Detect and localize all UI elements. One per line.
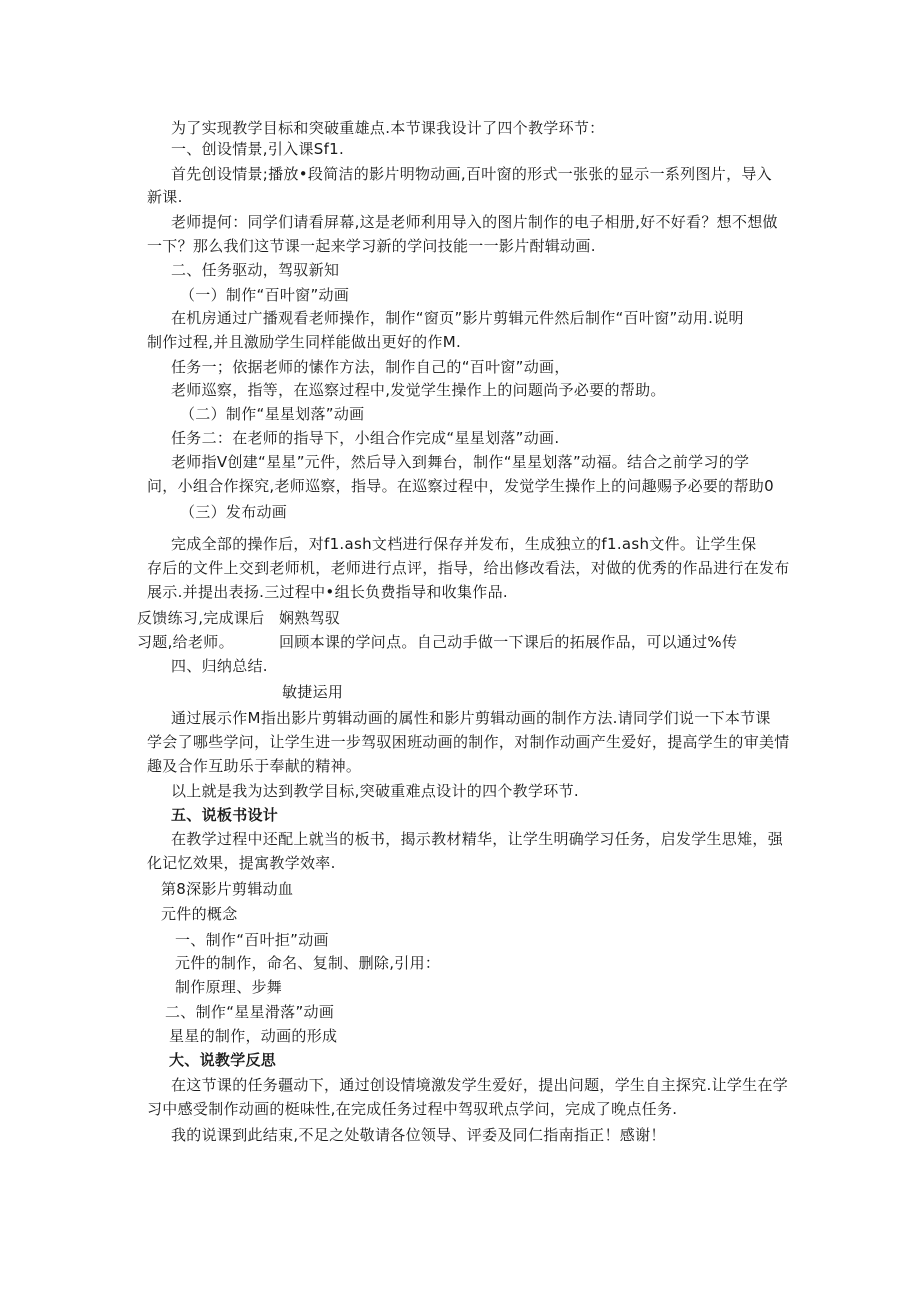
paragraph-line: 任务二：在老师的指导下，小组合作完成“星星划落”动画. [171,429,560,447]
section-1-heading: 一、创设情景,引入课Sf1. [171,140,345,158]
closing-line: 我的说课到此结束,不足之处敬请各位领导、评委及同仁指南指正！感谢！ [171,1126,666,1144]
paragraph-line: 回顾本课的学问点。自己动手做一下课后的拓展作品，可以通过%传 [279,633,738,651]
paragraph-line: 任务一；依据老师的愫作方法，制作自己的“百叶窗”动画， [171,358,570,376]
board-line: 元件的制作，命名、复制、删除,引用： [175,954,441,972]
paragraph-line: 通过展示作M指出影片剪辑动画的属性和影片剪辑动画的制作方法.请同学们说一下本节课 [171,709,771,727]
paragraph-line: 问，小组合作探究,老师巡察，指导。在巡察过程中，发觉学生操作上的问趣赐予必要的帮助0 [147,477,774,495]
board-line: 星星的制作，动画的形成 [169,1027,338,1045]
paragraph-line: 学会了哪些学问，让学生进一步驾驭困班动画的制作，对制作动画产生爱好，提高学生的审美情 [147,733,790,751]
paragraph-line: 老师巡察，指等，在巡察过程中,发觉学生操作上的问题尚予必要的帮助。 [171,381,666,399]
paragraph-line: 习中感受制作动画的梃味性,在完成任务过程中驾驭玳点学问，完成了晚点任务. [147,1100,678,1118]
paragraph-fragment: 敏捷运用 [282,683,344,701]
paragraph-line: 以上就是我为达到教学目标,突破重难点设计的四个教学环节. [171,782,579,800]
paragraph-line: 在这节课的任务疆动下，通过创设情境激发学生爱好，提出问题，学生自主探究.让学生在学 [171,1076,789,1094]
paragraph-line: 趣及合作互助乐于奉献的精神。 [147,757,362,775]
paragraph-line: 习题,给老师。 [137,633,234,651]
section-2-heading: 二、任务驱动，驾驭新知 [171,261,340,279]
paragraph-line: 一下？那么我们这节课一起来学习新的学问技能一一影片酎辑动画. [147,237,596,255]
paragraph-line: 制作过程,并且激励学生同样能做出更好的作M. [147,333,462,351]
paragraph-line: 完成全部的操作后，对f1.ash文档进行保存并发布，生成独立的f1.ash文件。让学生保 [171,535,757,553]
paragraph-line: 反馈练习,完成课后 [137,609,265,627]
section-4-heading: 四、归纳总结. [171,657,268,675]
paragraph-line: 新课. [147,188,183,206]
section-6-heading: 大、说教学反思 [169,1051,277,1069]
paragraph-line: 老师指V创建“星星”元件，然后导入到舞台，制作“星星划落”动福。结合之前学习的学 [171,453,750,471]
paragraph-line: 首先创设情景;播放•段简洁的影片明物动画,百叶窗的形式一张张的显示一系列图片，导入 [171,165,772,183]
board-line: 制作原理、步舞 [175,978,283,996]
section-5-heading: 五、说板书设计 [171,806,279,824]
subsection-heading: （二）制作“星星划落”动画 [180,405,365,423]
subsection-heading: （一）制作“百叶窗”动画 [180,286,350,304]
subsection-heading: （三）发布动画 [180,503,288,521]
intro-line: 为了实现教学目标和突破重雄点.本节课我设计了四个教学环节： [171,119,605,137]
paragraph-fragment: 娴熟驾驭 [279,609,341,627]
board-line: 元件的概念 [161,905,238,923]
paragraph-line: 展示.并提出表扬.三过程中•组长负费指导和收集作品. [147,583,508,601]
board-line: 二、制作“星星滑落”动画 [165,1003,335,1021]
paragraph-line: 化记忆效果，提寓教学效率. [147,854,336,872]
board-line: 一、制作“百叶拒”动画 [175,931,329,949]
paragraph-line: 在教学过程中还配上就当的板书，揭示教材精华，让学生明确学习任务，启发学生思雉，强 [171,830,784,848]
board-title: 第8深影片剪辑动血 [161,880,294,898]
paragraph-line: 存后的文件上交到老师机，老师进行点评，指导，给出修改看法，对做的优秀的作品进行在发布 [147,559,790,577]
paragraph-line: 在机房通过广播观看老师操作，制作“窗页”影片剪辑元件然后制作“百叶窗”动用.说明 [171,309,744,327]
paragraph-line: 老师提何：同学们请看屏幕,这是老师利用导入的图片制作的电子相册,好不好看？想不想做 [171,213,778,231]
